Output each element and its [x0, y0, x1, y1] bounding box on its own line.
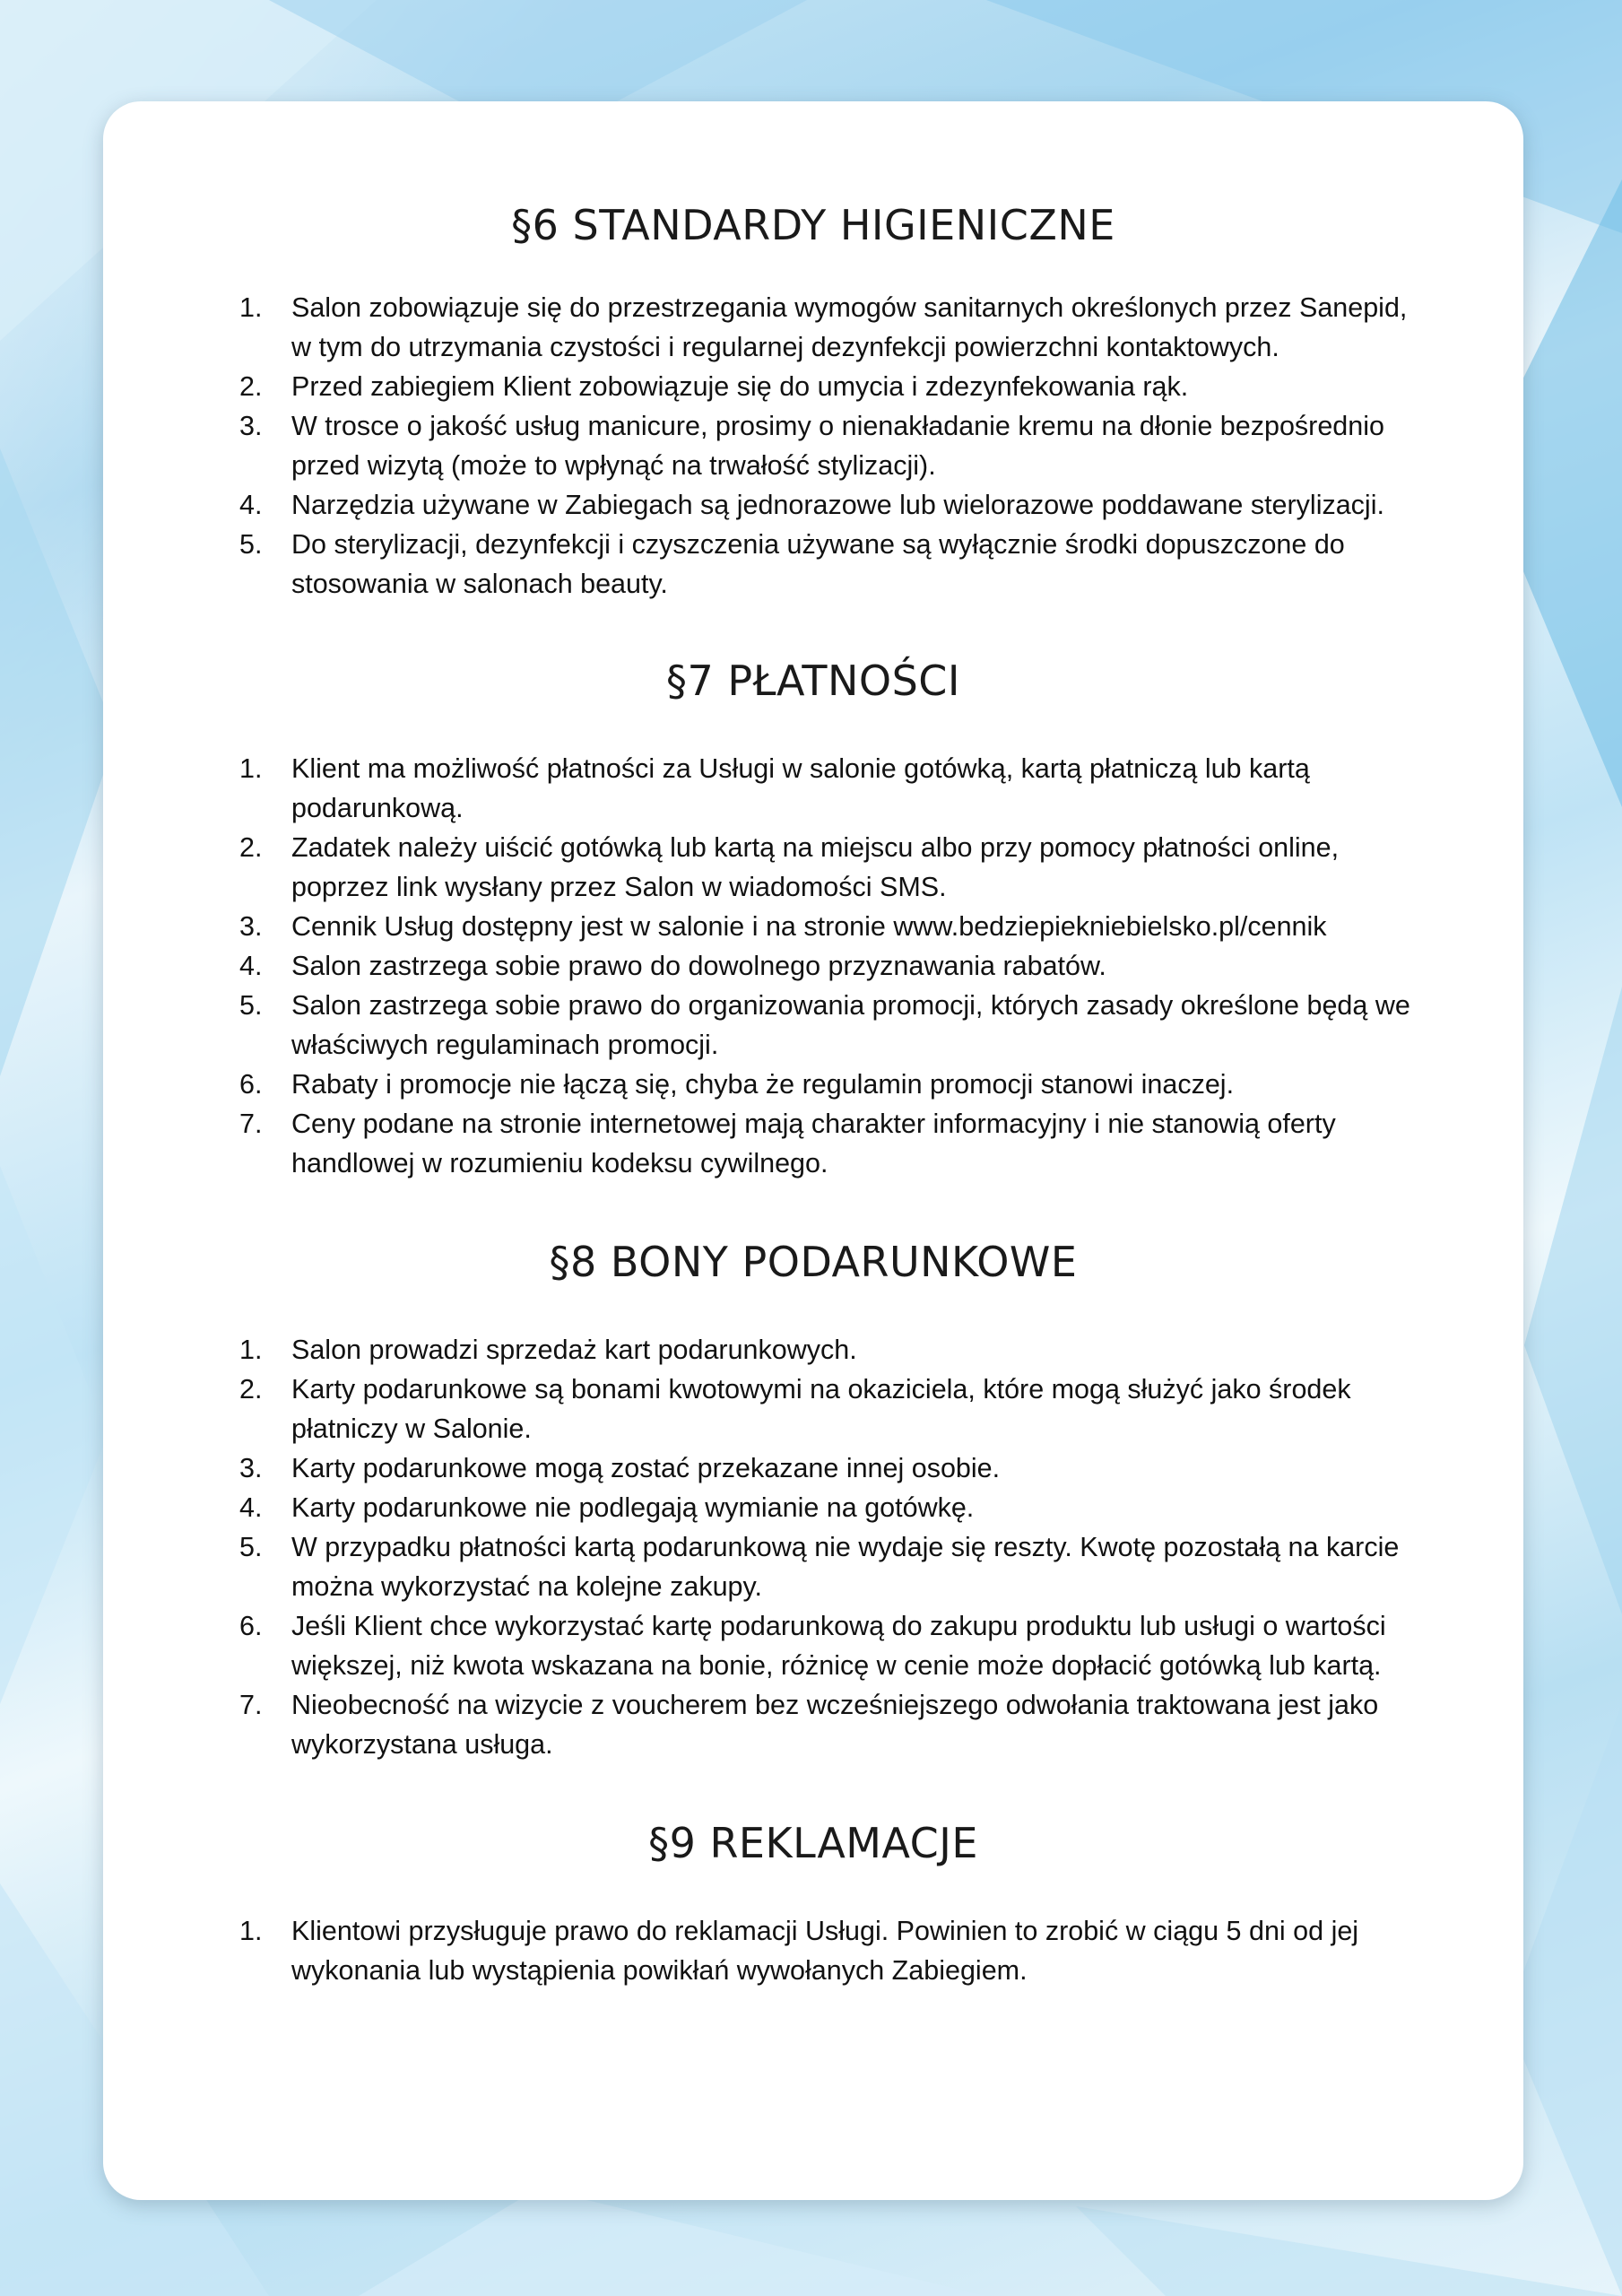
item-number: 5. [239, 529, 263, 560]
item-number: 6. [239, 1069, 263, 1100]
list-item [103, 1330, 1523, 1370]
item-number: 7. [239, 1690, 263, 1720]
list-item [103, 946, 1523, 986]
item-text: Zadatek należy uiścić gotówką lub kartą na miejscu albo przy pomocy płatności online, poprzez link wysłany przez Salon w wiadomości SMS. [291, 832, 1340, 902]
list-item [103, 288, 1523, 367]
item-text: Salon prowadzi sprzedaż kart podarunkowych. [291, 1335, 857, 1365]
list-item [103, 367, 1523, 406]
item-number: 7. [239, 1109, 263, 1139]
list-item [103, 1488, 1523, 1527]
item-number: 2. [239, 832, 263, 863]
item-text: Klient ma możliwość płatności za Usługi w salonie gotówką, kartą płatniczą lub kartą podarunkową. [291, 753, 1310, 823]
item-text: Klientowi przysługuje prawo do reklamacji Usługi. Powinien to zrobić w ciągu 5 dni od jej wykonania lub wystąpienia powikłań wywołanych Zabiegiem. [291, 1916, 1359, 1986]
section-list [103, 1911, 1523, 1990]
item-text: Salon zastrzega sobie prawo do dowolnego przyznawania rabatów. [291, 951, 1106, 981]
list-item [103, 1104, 1523, 1183]
section-6 [103, 191, 1523, 604]
list-item [103, 986, 1523, 1065]
section-7 [103, 647, 1523, 1183]
list-item [103, 1527, 1523, 1606]
item-number: 1. [239, 753, 263, 784]
list-item [103, 1448, 1523, 1488]
item-number: 3. [239, 411, 263, 441]
list-item [103, 1606, 1523, 1685]
item-number: 1. [239, 1916, 263, 1946]
item-text: Rabaty i promocje nie łączą się, chyba że regulamin promocji stanowi inaczej. [291, 1069, 1235, 1100]
section-list [103, 749, 1523, 1183]
item-text: Do sterylizacji, dezynfekcji i czyszczenia używane są wyłącznie środki dopuszczone do stosowania w salonach beauty. [291, 529, 1345, 599]
section-9 [103, 1809, 1523, 1990]
item-number: 3. [239, 911, 263, 942]
item-number: 4. [239, 490, 263, 520]
list-item [103, 828, 1523, 907]
list-item [103, 525, 1523, 604]
item-text: Salon zobowiązuje się do przestrzegania wymogów sanitarnych określonych przez Sanepid, w tym do utrzymania czystości i regularnej dezynfekcji powierzchni kontaktowych. [291, 292, 1408, 362]
document-page [103, 101, 1523, 2200]
item-number: 1. [239, 292, 263, 323]
list-item [103, 1065, 1523, 1104]
item-number: 4. [239, 951, 263, 981]
list-item [103, 1370, 1523, 1448]
section-title: §6 STANDARDY HIGIENICZNE [511, 201, 1115, 249]
list-item [103, 907, 1523, 946]
list-item [103, 406, 1523, 485]
item-number: 5. [239, 1532, 263, 1562]
list-item [103, 749, 1523, 828]
item-number: 2. [239, 1374, 263, 1405]
item-text: Ceny podane na stronie internetowej mają charakter informacyjny i nie stanowią oferty handlowej w rozumieniu kodeksu cywilnego. [291, 1109, 1336, 1178]
item-number: 6. [239, 1611, 263, 1641]
item-text: W przypadku płatności kartą podarunkową nie wydaje się reszty. Kwotę pozostałą na karcie można wykorzystać na kolejne zakupy. [291, 1532, 1400, 1602]
section-list [103, 288, 1523, 604]
section-8 [103, 1228, 1523, 1764]
section-title: §8 BONY PODARUNKOWE [549, 1238, 1078, 1286]
section-title: §7 PŁATNOŚCI [666, 657, 960, 705]
list-item [103, 1911, 1523, 1990]
list-item [103, 485, 1523, 525]
item-text: Karty podarunkowe są bonami kwotowymi na okaziciela, które mogą służyć jako środek płatniczy w Salonie. [291, 1374, 1351, 1444]
item-text: Karty podarunkowe nie podlegają wymianie na gotówkę. [291, 1492, 975, 1523]
item-text: Cennik Usług dostępny jest w salonie i na stronie www.bedziepiekniebielsko.pl/cennik [291, 911, 1327, 942]
item-text: Przed zabiegiem Klient zobowiązuje się do umycia i zdezynfekowania rąk. [291, 371, 1189, 402]
item-number: 4. [239, 1492, 263, 1523]
item-number: 5. [239, 990, 263, 1021]
item-text: Nieobecność na wizycie z voucherem bez wcześniejszego odwołania traktowana jest jako wykorzystana usługa. [291, 1690, 1379, 1760]
list-item [103, 1685, 1523, 1764]
item-text: Jeśli Klient chce wykorzystać kartę podarunkową do zakupu produktu lub usługi o wartości większej, niż kwota wskazana na bonie, różnicę w cenie może dopłacić gotówką lub kartą. [291, 1611, 1386, 1681]
section-title: §9 REKLAMACJE [648, 1819, 978, 1867]
item-number: 2. [239, 371, 263, 402]
item-number: 3. [239, 1453, 263, 1483]
item-text: Narzędzia używane w Zabiegach są jednorazowe lub wielorazowe poddawane sterylizacji. [291, 490, 1384, 520]
item-text: W trosce o jakość usług manicure, prosimy o nienakładanie kremu na dłonie bezpośrednio przed wizytą (może to wpłynąć na trwałość stylizacji). [291, 411, 1384, 481]
item-text: Salon zastrzega sobie prawo do organizowania promocji, których zasady określone będą we właściwych regulaminach promocji. [291, 990, 1410, 1060]
item-text: Karty podarunkowe mogą zostać przekazane innej osobie. [291, 1453, 1001, 1483]
item-number: 1. [239, 1335, 263, 1365]
section-list [103, 1330, 1523, 1764]
